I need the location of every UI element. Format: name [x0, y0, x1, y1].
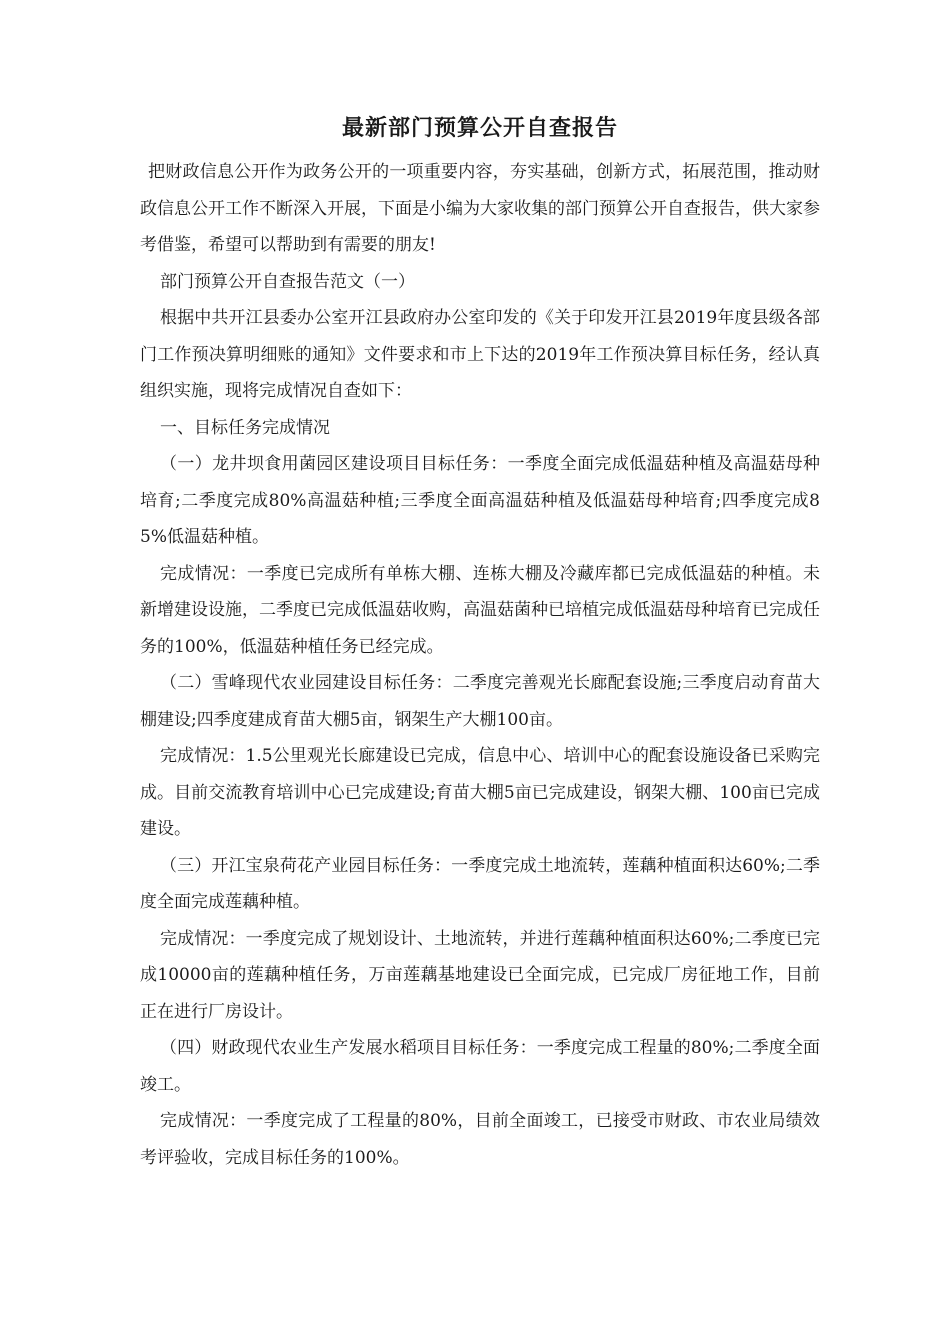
document-title: 最新部门预算公开自查报告 — [341, 115, 618, 141]
task-paragraph: （二）雪峰现代农业园建设目标任务：二季度完善观光长廊配套设施;三季度启动育苗大棚建设;四季度建成育苗大棚5亩，钢架生产大棚100亩。 — [140, 673, 820, 730]
intro-paragraph: 把财政信息公开作为政务公开的一项重要内容，夯实基础，创新方式，拓展范围，推动财政信息公开工作不断深入开展，下面是小编为大家收集的部门预算公开自查报告，供大家参考借鉴，希望可以帮助到有需要的朋友! — [140, 162, 820, 255]
result-paragraph: 完成情况：一季度完成了规划设计、土地流转，并进行莲藕种植面积达60%;二季度已完成10000亩的莲藕种植任务，万亩莲藕基地建设已全面完成，已完成厂房征地工作，目前正在进行厂房设计。 — [140, 928, 820, 1022]
task-paragraph: （四）财政现代农业生产发展水稻项目目标任务：一季度完成工程量的80%;二季度全面竣工。 — [140, 1038, 820, 1095]
task-paragraph: （三）开江宝泉荷花产业园目标任务：一季度完成土地流转，莲藕种植面积达60%;二季度全面完成莲藕种植。 — [140, 855, 820, 912]
task-paragraph: （一）龙井坝食用菌园区建设项目目标任务：一季度全面完成低温菇种植及高温菇母种培育;二季度完成80%高温菇种植;三季度全面高温菇种植及低温菇母种培育;四季度完成85%低温菇种植。 — [140, 454, 820, 547]
result-paragraph: 完成情况：一季度已完成所有单栋大棚、连栋大棚及冷藏库都已完成低温菇的种植。未新增建设设施，二季度已完成低温菇收购，高温菇菌种已培植完成低温菇母种培育已完成任务的100%，低温菇种植任务已经完成。 — [140, 563, 820, 657]
body-paragraph: 根据中共开江县委办公室开江县政府办公室印发的《关于印发开江县2019年度县级各部门工作预决算明细账的通知》文件要求和市上下达的2019年工作预决算目标任务，经认真组织实施，现将完成情况自查如下： — [140, 308, 820, 401]
result-paragraph: 完成情况：1.5公里观光长廊建设已完成，信息中心、培训中心的配套设施设备已采购完成。目前交流教育培训中心已完成建设;育苗大棚5亩已完成建设，钢架大棚、100亩已完成建设。 — [140, 746, 820, 839]
result-paragraph: 完成情况：一季度完成了工程量的80%，目前全面竣工，已接受市财政、市农业局绩效考评验收，完成目标任务的100%。 — [140, 1111, 820, 1168]
document-page — [140, 108, 820, 1176]
section-title: 部门预算公开自查报告范文（一） — [160, 271, 415, 292]
section-heading: 一、目标任务完成情况 — [160, 417, 330, 438]
